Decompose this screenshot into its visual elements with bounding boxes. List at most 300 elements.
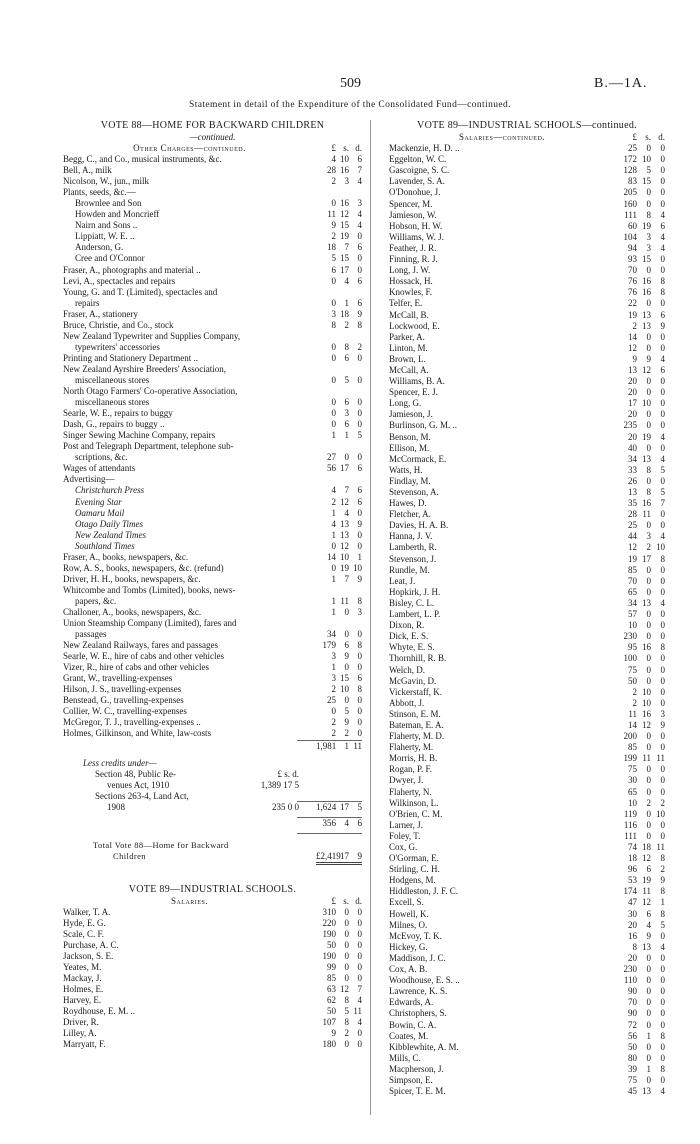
pence: 8: [357, 684, 362, 695]
pence: 0: [660, 564, 665, 575]
less-credits-label: Less credits under—: [83, 757, 157, 768]
pence: 0: [357, 717, 362, 728]
item-amount: [615, 920, 665, 931]
shillings: 13: [340, 518, 349, 529]
pounds: 200: [623, 731, 637, 742]
table-row: [389, 753, 665, 764]
shillings: 0: [344, 939, 349, 950]
item-name: scriptions, &c.: [75, 452, 128, 463]
pence: 0: [660, 620, 665, 631]
item-amount: [316, 1039, 362, 1050]
item-name: Excell, S.: [389, 897, 424, 908]
pence: 0: [660, 265, 665, 276]
item-name: Stevenson, A.: [389, 487, 439, 497]
pence: 0: [660, 398, 665, 409]
pounds: 26: [628, 475, 637, 486]
table-row: [63, 375, 362, 386]
item-name: Union Steamship Company (Limited), fares and: [63, 618, 237, 629]
item-amount: [615, 165, 665, 176]
table-row: [389, 820, 665, 831]
item-name: Hopkirk, J. H.: [389, 586, 441, 597]
pounds: 34: [327, 629, 336, 640]
pounds: 90: [628, 986, 637, 997]
item-name: Hossack, H.: [389, 276, 433, 287]
item-amount: [615, 542, 665, 553]
table-row: [63, 253, 362, 264]
shillings: 6: [646, 864, 651, 875]
pounds: 56: [628, 1030, 637, 1041]
item-name: McCall, B.: [389, 309, 429, 320]
pence: 3: [660, 708, 665, 719]
shillings: 7: [344, 573, 349, 584]
pounds: 40: [628, 442, 637, 453]
item-amount: [615, 720, 665, 731]
item-name: Dash, G., repairs to buggy ..: [63, 419, 165, 430]
pounds: 160: [623, 198, 637, 209]
pence: 0: [357, 906, 362, 917]
pence: 0: [660, 1041, 665, 1052]
shillings: 0: [646, 387, 651, 398]
less-columns: £ s. d.: [277, 768, 299, 779]
shillings: 18: [340, 308, 349, 319]
table-row: [389, 720, 665, 731]
pounds: 2: [632, 697, 637, 708]
item-amount: [316, 463, 362, 474]
item-name: Burlinson, G. M. ..: [389, 420, 458, 431]
shillings: 6: [344, 640, 349, 651]
pounds: 62: [327, 995, 336, 1006]
pounds: 110: [623, 975, 637, 986]
item-amount: [615, 487, 665, 498]
pence: 4: [660, 209, 665, 220]
item-name: Fletcher, A.: [389, 509, 431, 520]
item-name: Brownlee and Son: [75, 198, 142, 209]
shillings: 0: [646, 675, 651, 686]
item-amount: [615, 1064, 665, 1075]
table-row: [389, 775, 665, 786]
pence: 0: [660, 609, 665, 620]
shillings: 7: [344, 485, 349, 496]
item-amount: [316, 375, 362, 386]
item-amount: [316, 995, 362, 1006]
pounds: 70: [628, 997, 637, 1008]
table-row: [389, 986, 665, 997]
item-name: Begg, C., and Co., musical instruments, &c.: [63, 154, 222, 165]
pence: 0: [357, 1039, 362, 1050]
pounds: 57: [628, 609, 637, 620]
shillings: 8: [646, 487, 651, 497]
table-row: [389, 1064, 665, 1075]
item-amount: [615, 897, 665, 908]
item-amount: [316, 320, 362, 331]
item-name: Mills, C.: [389, 1052, 421, 1063]
pence: 0: [660, 198, 665, 209]
pence: 0: [660, 176, 665, 187]
shillings: 0: [646, 664, 651, 675]
item-name: Wilkinson, L.: [389, 797, 439, 808]
pence: 2: [660, 864, 665, 875]
pence: 0: [357, 452, 362, 463]
pence: 0: [357, 917, 362, 928]
pence: 0: [660, 1074, 665, 1085]
item-amount: [615, 387, 665, 398]
pounds: 70: [628, 265, 637, 276]
item-amount: [615, 432, 665, 443]
table-row: [63, 585, 362, 596]
item-amount: [615, 642, 665, 653]
table-row: [389, 1008, 665, 1019]
shillings: 0: [646, 653, 651, 664]
table-row: [63, 995, 362, 1006]
pounds: 10: [628, 797, 637, 808]
shillings: 0: [646, 1008, 651, 1019]
pence: 1: [660, 897, 665, 908]
shillings: 3: [646, 531, 651, 542]
pence: 0: [357, 264, 362, 275]
shillings: 0: [344, 629, 349, 640]
item-amount: [316, 1028, 362, 1039]
pounds: 96: [628, 864, 637, 875]
item-amount: [615, 409, 665, 420]
pence: 4: [660, 353, 665, 364]
pence: 8: [357, 319, 362, 330]
shillings: 0: [646, 775, 651, 786]
pence: 0: [357, 728, 362, 739]
pence: 0: [660, 830, 665, 841]
item-amount: [615, 509, 665, 520]
table-row: [389, 265, 665, 276]
pence: 0: [660, 1052, 665, 1063]
item-amount: [316, 918, 362, 929]
item-name: Searle, W. E., repairs to buggy: [63, 408, 173, 419]
item-amount: [615, 498, 665, 509]
table-row: [63, 320, 362, 331]
item-amount: [316, 1006, 362, 1017]
table-row: [63, 530, 362, 541]
item-name: Jackson, S. E.: [63, 950, 114, 961]
table-row: [63, 397, 362, 408]
shillings: 0: [646, 830, 651, 841]
item-amount: [316, 508, 362, 519]
item-name: Grant, W., travelling-expenses: [63, 673, 173, 684]
pounds: 2: [331, 496, 336, 507]
item-amount: [615, 942, 665, 953]
table-row: [63, 552, 362, 563]
pounds: 0: [331, 275, 336, 286]
shillings: 0: [344, 662, 349, 673]
item-amount: [615, 210, 665, 221]
pounds: 28: [327, 165, 336, 176]
table-row: [389, 609, 665, 620]
table-row: [389, 875, 665, 886]
item-amount: [316, 430, 362, 441]
pounds: 65: [628, 586, 637, 597]
table-row: [63, 563, 362, 574]
item-amount: [615, 531, 665, 542]
pence: 0: [660, 1008, 665, 1019]
pounds: 116: [623, 819, 637, 830]
shillings: 1: [344, 430, 349, 441]
pence: 0: [660, 997, 665, 1008]
item-name: Lambert, L. P.: [389, 609, 441, 620]
item-amount: [316, 728, 362, 739]
item-name: Nairn and Sons ..: [75, 220, 138, 231]
table-row: [63, 408, 362, 419]
shillings: 0: [344, 1039, 349, 1050]
item-name: Leat, J.: [389, 575, 416, 586]
item-name: Yeates, M.: [63, 962, 102, 972]
table-row: [389, 620, 665, 631]
pence: 4: [660, 531, 665, 542]
pounds: 104: [623, 231, 637, 242]
item-name: Hiddleston, J. F. C.: [389, 886, 459, 897]
shillings: 13: [642, 941, 651, 952]
shillings: 12: [642, 364, 651, 375]
pounds: 60: [628, 220, 637, 231]
table-row: [389, 576, 665, 587]
pounds: 111: [624, 209, 637, 220]
item-name: Anderson, G.: [75, 242, 124, 253]
shillings: 0: [646, 819, 651, 830]
table-row: [389, 354, 665, 365]
subtotal-row: 1,981 1 11: [316, 740, 362, 751]
item-amount: [316, 309, 362, 320]
pence: 9: [357, 308, 362, 319]
shillings: 0: [646, 952, 651, 963]
pence: 9: [660, 320, 665, 331]
item-name: Abbott, J.: [389, 697, 425, 708]
item-amount: [316, 662, 362, 673]
less-item-1-line-b: venues Act, 1910: [107, 779, 170, 790]
shillings: 2: [646, 797, 651, 808]
item-amount: [615, 676, 665, 687]
item-name: Telfer, E.: [389, 298, 423, 309]
table-row: [63, 430, 362, 441]
table-row: [63, 918, 362, 929]
item-name: O'Brien, C. M.: [389, 808, 443, 819]
shillings: 5: [646, 165, 651, 176]
pence: 9: [660, 719, 665, 730]
item-amount: [316, 154, 362, 165]
item-name: New Zealand Railways, fares and passages: [63, 640, 218, 651]
item-name: Searle, W. E., hire of cabs and other vehicles: [63, 651, 224, 662]
shillings: 17: [340, 264, 349, 275]
pence: 6: [660, 220, 665, 231]
item-name: Long, J. W.: [389, 265, 431, 276]
item-amount: [615, 886, 665, 897]
table-row: [63, 287, 362, 298]
table-row: [389, 487, 665, 498]
pounds: 25: [327, 695, 336, 706]
pounds: 2: [331, 717, 336, 728]
item-name: Southland Times: [75, 540, 135, 551]
shillings: 8: [646, 209, 651, 220]
pence: 0: [660, 1019, 665, 1030]
item-amount: [316, 629, 362, 640]
item-name: Hanna, J. V.: [389, 531, 433, 542]
item-amount: [615, 809, 665, 820]
table-row: [389, 1075, 665, 1086]
pounds: 83: [628, 176, 637, 187]
item-amount: [615, 986, 665, 997]
item-name: Simpson, E.: [389, 1074, 433, 1085]
pence: 2: [357, 341, 362, 352]
pounds: 8: [331, 319, 336, 330]
item-name: miscellaneous stores: [75, 374, 150, 385]
pence: 8: [660, 1063, 665, 1074]
item-name: Fraser, A., photographs and material ..: [63, 264, 201, 275]
item-amount: [316, 563, 362, 574]
pence: 0: [660, 509, 665, 520]
item-name: New Zealand Ayrshire Breeders' Association,: [63, 363, 226, 374]
shillings: 0: [646, 409, 651, 420]
pounds: 235: [623, 420, 637, 431]
item-amount: [316, 530, 362, 541]
item-amount: [615, 221, 665, 232]
item-amount: [316, 342, 362, 353]
pounds: 47: [628, 897, 637, 908]
pounds: 230: [623, 631, 637, 642]
pence: 0: [660, 475, 665, 486]
item-amount: [316, 574, 362, 585]
shillings: 19: [642, 431, 651, 442]
table-row: [389, 809, 665, 820]
pence: 0: [660, 254, 665, 265]
table-row: [389, 997, 665, 1008]
shillings: 13: [642, 309, 651, 320]
item-name: Howell, K.: [389, 908, 429, 919]
table-row: [63, 198, 362, 209]
pounds: 45: [628, 1086, 637, 1097]
item-amount: [316, 231, 362, 242]
shillings: 0: [344, 917, 349, 928]
pounds: 35: [628, 498, 637, 509]
pounds: 72: [628, 1019, 637, 1030]
shillings: 6: [344, 419, 349, 430]
pounds: 1: [331, 529, 336, 540]
pence: 0: [660, 187, 665, 198]
table-row: [63, 951, 362, 962]
shillings: 16: [642, 642, 651, 653]
currency-headings: £ s. d.: [632, 132, 665, 142]
item-amount: [615, 842, 665, 853]
item-amount: [615, 298, 665, 309]
shillings: 2: [344, 728, 349, 739]
pounds: 2: [331, 231, 336, 242]
table-row: [389, 454, 665, 465]
pence: 0: [660, 764, 665, 775]
item-name: Wages of attendants: [63, 463, 136, 474]
item-amount: [615, 864, 665, 875]
item-name: Evening Star: [75, 496, 122, 507]
item-name: Eggelton, W. C.: [389, 154, 447, 165]
pounds: 4: [331, 485, 336, 496]
table-row: [389, 798, 665, 809]
pence: 6: [357, 242, 362, 253]
item-amount: [615, 709, 665, 720]
item-amount: [316, 951, 362, 962]
pence: 4: [357, 176, 362, 187]
item-amount: [615, 698, 665, 709]
shillings: 9: [646, 930, 651, 941]
table-row: [63, 1028, 362, 1039]
table-row: [63, 662, 362, 673]
item-amount: [316, 165, 362, 176]
item-amount: [316, 176, 362, 187]
item-amount: [615, 287, 665, 298]
pence: 4: [660, 431, 665, 442]
pounds: 94: [628, 242, 637, 253]
pence: 0: [660, 520, 665, 531]
shillings: 12: [340, 496, 349, 507]
item-name: Dwyer, J.: [389, 775, 424, 786]
pence: 0: [660, 575, 665, 586]
pence: 0: [660, 742, 665, 753]
item-amount: [316, 519, 362, 530]
table-row: [389, 665, 665, 676]
pence: 0: [660, 697, 665, 708]
table-row: [389, 864, 665, 875]
item-name: McCall, A.: [389, 364, 429, 375]
item-amount: [615, 931, 665, 942]
right-salaries-heading: Salaries—continued.: [458, 132, 546, 142]
pence: 6: [357, 485, 362, 496]
pence: 4: [660, 242, 665, 253]
pounds: 0: [331, 374, 336, 385]
shillings: 0: [344, 962, 349, 972]
pounds: 13: [628, 487, 637, 497]
item-amount: [615, 620, 665, 631]
item-name: Hyde, E. G.: [63, 917, 106, 928]
currency-headings: £ s. d.: [331, 143, 362, 153]
table-row: [63, 154, 362, 165]
item-name: Fraser, A., stationery: [63, 308, 138, 319]
pence: 7: [357, 165, 362, 176]
shillings: 12: [340, 984, 349, 995]
item-name: repairs: [75, 297, 100, 308]
statement-title: Statement in detail of the Expenditure of the Consolidated Fund—continued.: [189, 100, 511, 110]
item-name: Roydhouse, E. M. ..: [63, 1006, 135, 1017]
pounds: 1: [331, 507, 336, 518]
table-row: [63, 541, 362, 552]
pounds: 179: [322, 640, 336, 651]
salaries-heading: Salaries.: [170, 895, 209, 906]
table-row: [389, 520, 665, 531]
left-column: [63, 120, 362, 1050]
pounds: 12: [628, 342, 637, 353]
pounds: 1: [331, 595, 336, 606]
item-amount: [316, 452, 362, 463]
pounds: 85: [628, 742, 637, 753]
shillings: 0: [646, 586, 651, 597]
item-amount: [615, 775, 665, 786]
table-row: [63, 973, 362, 984]
item-name: Watts, H.: [389, 464, 423, 475]
item-name: Hawes, D.: [389, 498, 427, 509]
pence: 0: [660, 819, 665, 830]
pounds: 2: [632, 320, 637, 331]
pence: 0: [357, 651, 362, 662]
pence: 0: [660, 165, 665, 176]
shillings: 12: [340, 209, 349, 220]
table-row: [63, 342, 362, 353]
item-amount: [316, 220, 362, 231]
table-row: [389, 742, 665, 753]
item-name: Flaherty, M.: [389, 742, 434, 753]
shillings: 16: [340, 165, 349, 176]
pounds: 2: [632, 686, 637, 697]
pence: 0: [357, 507, 362, 518]
